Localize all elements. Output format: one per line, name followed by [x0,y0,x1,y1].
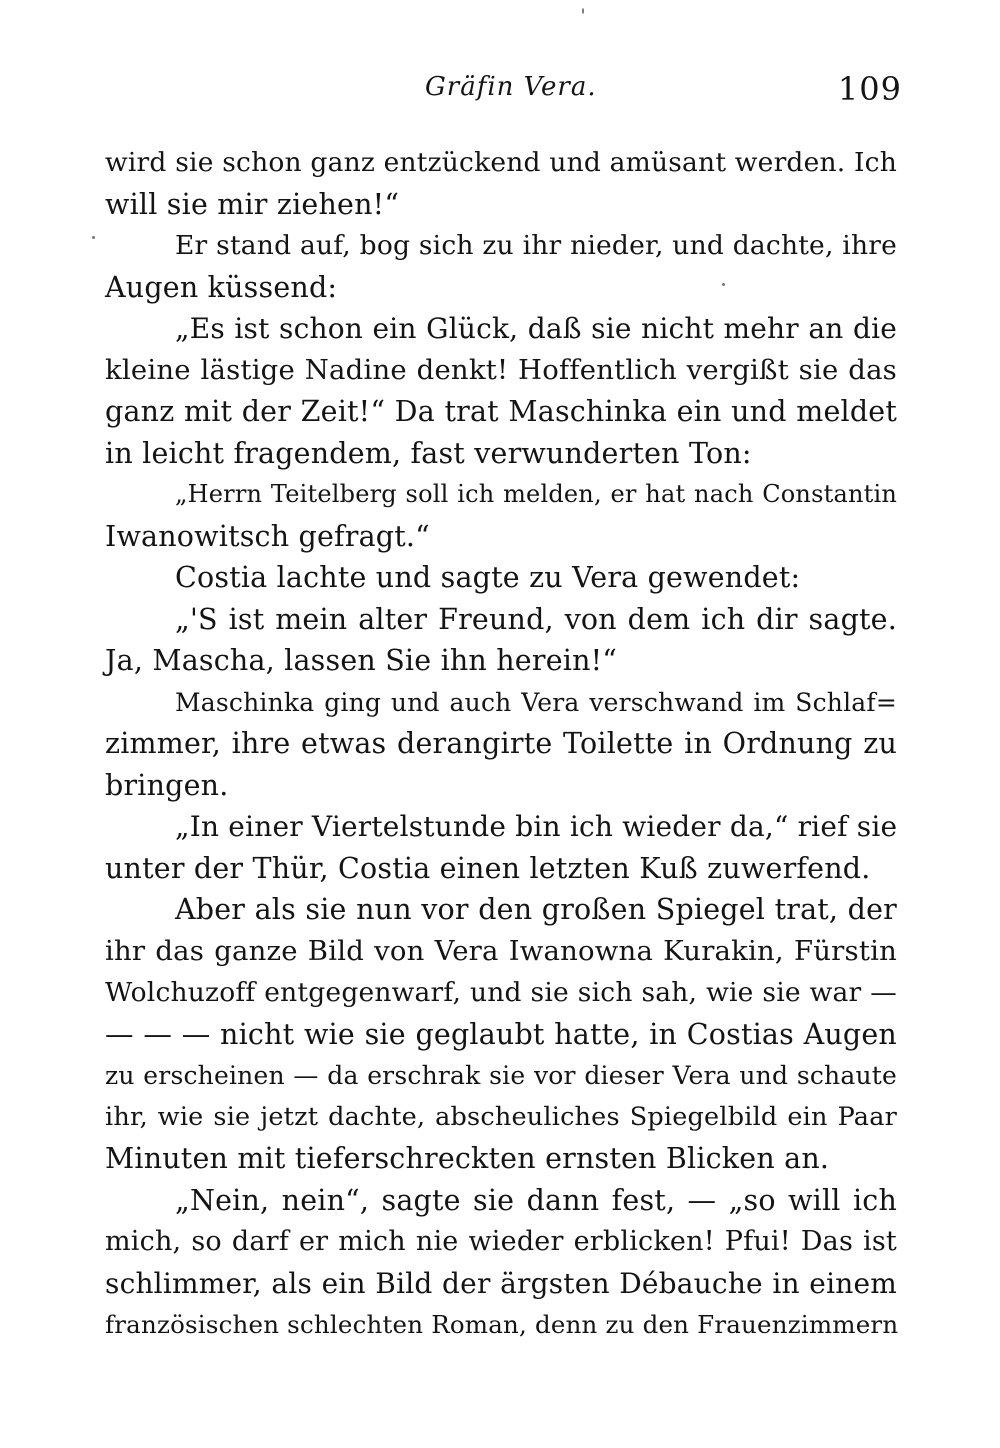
text-line: wird sie schon ganz entzückend und amüsant werden. Ich [105,147,897,178]
text-line: schlimmer, als ein Bild der ärgsten Débauche in einem [105,1266,897,1300]
text-line: — — — nicht wie sie geglaubt hatte, in Costias Augen [105,1017,897,1051]
print-speck [582,8,584,14]
text-line: Aber als sie nun vor den großen Spiegel trat, der [175,893,897,926]
text-line: kleine lästige Nadine denkt! Hoffentlich vergißt sie das [105,353,897,386]
text-line: zu erscheinen — da erschrak sie vor dieser Vera und schaute [105,1061,897,1090]
print-speck [722,283,725,286]
text-line: Er stand auf, bog sich zu ihr nieder, und dachte, ihre [175,230,897,261]
page-header [0,70,1000,120]
text-line: Costia lachte und sagte zu Vera gewendet: [175,561,801,594]
text-line: „Herrn Teitelberg soll ich melden, er hat nach Constantin [175,480,897,508]
text-line: „Es ist schon ein Glück, daß sie nicht mehr an die [175,312,897,345]
running-title: Gräfin Vera. [425,72,597,102]
page-number: 109 [837,70,902,108]
text-line: zimmer, ihre etwas derangirte Toilette in Ordnung zu [105,727,897,760]
text-line: will sie mir ziehen!“ [105,187,400,221]
text-line: ihr das ganze Bild von Vera Iwanowna Kurakin, Fürstin [105,934,897,967]
text-line: ihr, wie sie jetzt dachte, abscheuliches Spiegelbild ein Paar [105,1101,897,1132]
text-line: unter der Thür, Costia einen letzten Kuß zuwerfend. [105,851,871,885]
text-line: bringen. [105,768,229,802]
print-speck [92,236,95,239]
text-line: ganz mit der Zeit!“ Da trat Maschinka ein und meldet [105,395,897,428]
text-line: „In einer Viertelstunde bin ich wieder da,“ rief sie [175,810,898,843]
text-line: Wolchuzoff entgegenwarf, und sie sich sah, wie sie war — [105,977,897,1008]
body-text [105,142,897,1346]
text-line: „'S ist mein alter Freund, von dem ich dir sagte. [175,602,897,636]
text-line: „Nein, nein“, sagte sie dann fest, — „so will ich [175,1183,897,1217]
text-line: mich, so darf er mich nie wieder erblicken! Pfui! Das ist [105,1226,897,1257]
text-line: Iwanowitsch gefragt.“ [105,519,430,553]
text-line: französischen schlechten Roman, denn zu den Frauenzimmern [105,1310,899,1339]
text-line: in leicht fragendem, fast verwunderten Ton: [105,436,752,470]
text-line: Ja, Mascha, lassen Sie ihn herein!“ [105,644,618,677]
text-line: Minuten mit tieferschreckten ernsten Blicken an. [105,1142,830,1175]
text-line: Augen küssend: [105,270,338,304]
text-line: Maschinka ging und auch Vera verschwand im Schlaf= [175,687,897,717]
